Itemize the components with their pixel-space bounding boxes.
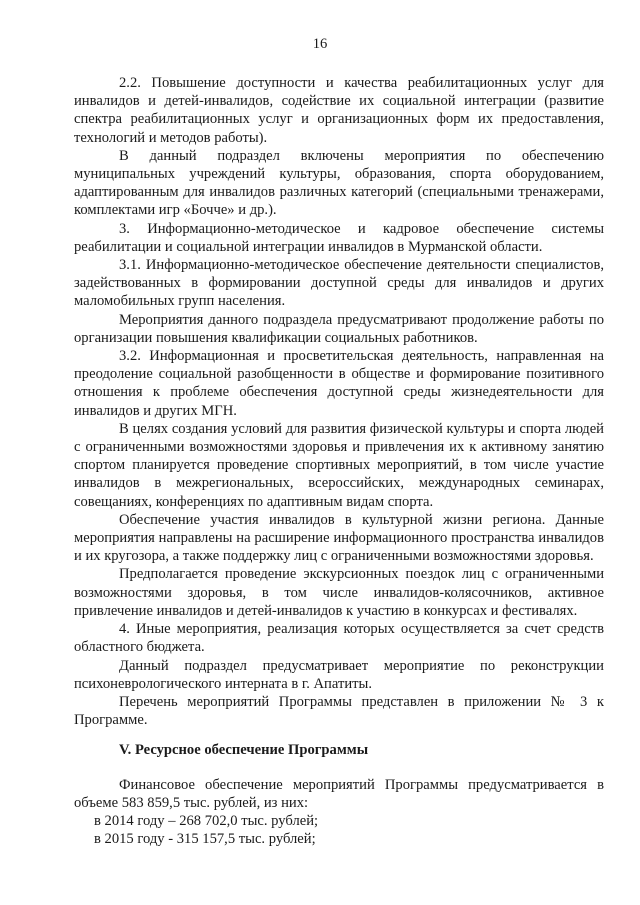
- paragraph-sport: В целях создания условий для развития физической культуры и спорта людей с ограниченными возможностями здоровья и привлечения их к активному занятию спортом планируется проведение спортивных мероприятий, в том числе участие инвалидов в межрегиональных, всероссийских, международных семинарах, совещаниях, конференциях по адаптивным видам спорта.: [74, 420, 604, 510]
- paragraph-3-1: 3.1. Информационно-методическое обеспечение деятельности специалистов, задействованных в формировании доступной среды для инвалидов и других маломобильных групп населения.: [74, 257, 604, 310]
- finance-year-2015: в 2015 году - 315 157,5 тыс. рублей;: [94, 831, 316, 848]
- paragraph-appendix-ref: Перечень мероприятий Программы представлен в приложении № 3 к Программе.: [74, 693, 604, 729]
- section-heading: V. Ресурсное обеспечение Программы: [119, 742, 369, 759]
- paragraph-2-2: 2.2. Повышение доступности и качества реабилитационных услуг для инвалидов и детей-инвалидов, содействие их социальной интеграции (развитие спектра реабилитационных услуг и организационных форм их предоставления, технологий и методов работы).: [74, 75, 604, 146]
- paragraph-2-2-details: В данный подраздел включены мероприятия по обеспечению муниципальных учреждений культуры, образования, спорта оборудованием, адаптированным для инвалидов различных категорий (специальными тренажерами, комплектами игр «Бочче» и др.).: [74, 147, 604, 219]
- paragraph-3-2: 3.2. Информационная и просветительская деятельность, направленная на преодоление социальной разобщенности в обществе и формирование позитивного отношения к проблеме обеспечения доступной среды жизнедеятельности для инвалидов и других МГН.: [74, 348, 604, 419]
- spacer: [74, 729, 604, 741]
- paragraph-3-1-details: Мероприятия данного подраздела предусматривают продолжение работы по организации повышения квалификации социальных работников.: [74, 311, 604, 346]
- spacer: [74, 760, 604, 776]
- paragraph-culture: Обеспечение участия инвалидов в культурной жизни региона. Данные мероприятия направлены на расширение информационного пространства инвалидов и их кругозора, а также поддержку лиц с ограниченными возможностями здоровья.: [74, 511, 604, 565]
- paragraph-4-details: Данный подраздел предусматривает мероприятие по реконструкции психоневрологического интерната в г. Апатиты.: [74, 657, 604, 692]
- finance-intro: Финансовое обеспечение мероприятий Программы предусматривается в объеме 583 859,5 тыс. рублей, из них:: [74, 776, 604, 811]
- paragraph-3: 3. Информационно-методическое и кадровое обеспечение системы реабилитации и социальной интеграции инвалидов в Мурманской области.: [74, 220, 604, 255]
- paragraph-excursions: Предполагается проведение экскурсионных поездок лиц с ограниченными возможностями здоровья, в том числе инвалидов-колясочников, активное привлечение инвалидов и детей-инвалидов к участию в конкурсах и фестивалях.: [74, 566, 604, 619]
- page-number: 16: [312, 36, 328, 52]
- finance-year-2014: в 2014 году – 268 702,0 тыс. рублей;: [94, 812, 319, 829]
- document-body: [74, 74, 604, 848]
- paragraph-4: 4. Иные мероприятия, реализация которых осуществляется за счет средств областного бюджета.: [74, 621, 604, 656]
